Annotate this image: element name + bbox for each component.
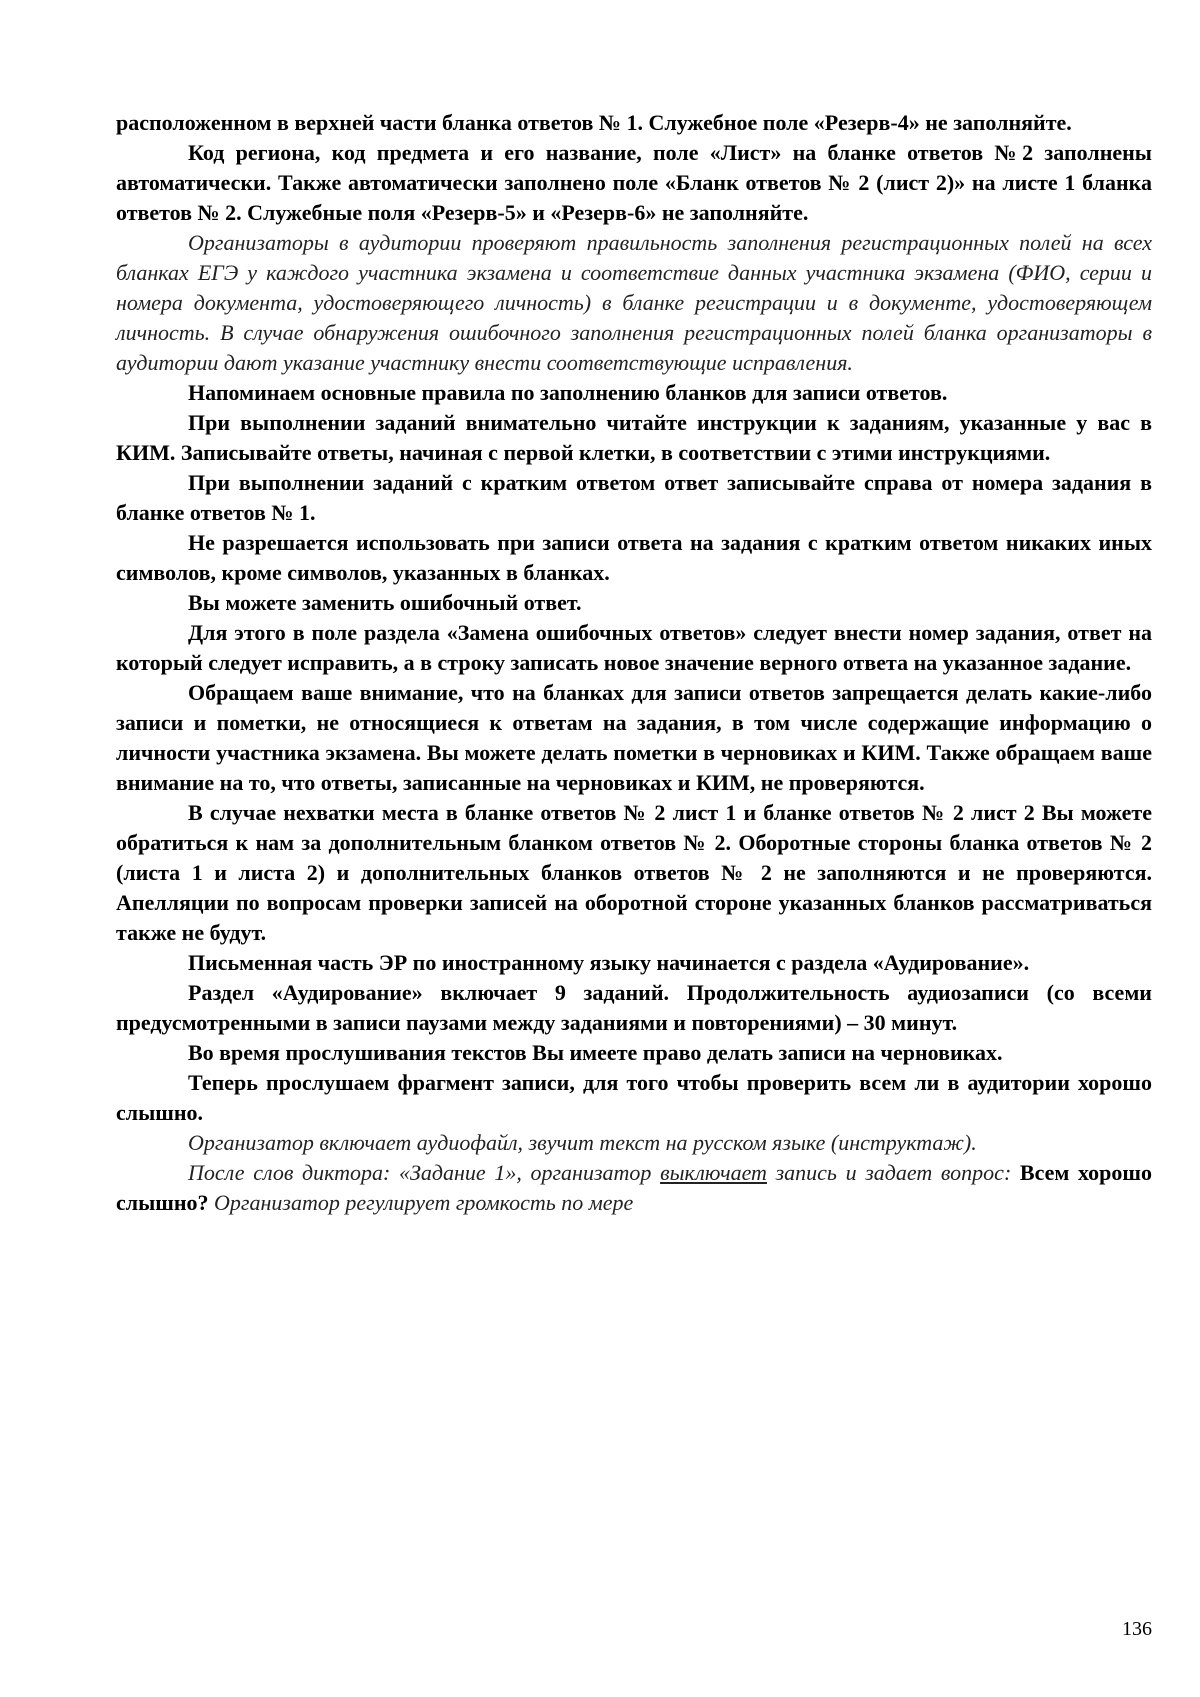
paragraph-6: При выполнении заданий с кратким ответом ответ записывайте справа от номера задания в бланке ответов № 1. xyxy=(116,470,1152,525)
page-number: 136 xyxy=(1122,1618,1152,1640)
paragraph-15: Теперь прослушаем фрагмент записи, для того чтобы проверить всем ли в аудитории хорошо слышно. xyxy=(116,1070,1152,1125)
paragraph-10: Обращаем ваше внимание, что на бланках для записи ответов запрещается делать какие-либо записи и пометки, не относящиеся к ответам на задания, в том числе содержащие информацию о личности участника экзамена. Вы можете делать пометки в черновиках и КИМ. Также обращаем ваше внимание на то, что ответы, записанные на черновиках и КИМ, не проверяются. xyxy=(116,680,1152,795)
paragraph-11: В случае нехватки места в бланке ответов № 2 лист 1 и бланке ответов № 2 лист 2 Вы можете обратиться к нам за дополнительным бланком ответов № 2. Оборотные стороны бланка ответов № 2 (листа 1 и листа 2) и дополнительных бланков ответов № 2 не заполняются и не проверяются. Апелляции по вопросам проверки записей на оборотной стороне указанных бланков рассматриваться также не будут. xyxy=(116,800,1152,945)
paragraph-13: Раздел «Аудирование» включает 9 заданий. Продолжительность аудиозаписи (со всеми предусмотренными в записи паузами между заданиями и повторениями) – 30 минут. xyxy=(116,980,1152,1035)
paragraph-1: расположенном в верхней части бланка ответов № 1. Служебное поле «Резерв-4» не заполняйте. xyxy=(116,110,1072,135)
paragraph-12: Письменная часть ЭР по иностранному языку начинается с раздела «Аудирование». xyxy=(188,950,1030,975)
paragraph-8: Вы можете заменить ошибочный ответ. xyxy=(188,590,582,615)
document-body xyxy=(116,108,1152,1218)
p17-underlined-word: выключает xyxy=(660,1160,767,1185)
paragraph-16-note: Организатор включает аудиофайл, звучит текст на русском языке (инструктаж). xyxy=(188,1130,977,1155)
paragraph-3-note: Организаторы в аудитории проверяют правильность заполнения регистрационных полей на всех бланках ЕГЭ у каждого участника экзамена и соответствие данных участника экзамена (ФИО, серии и номера документа, удостоверяющего личность) в бланке регистрации и в документе, удостоверяющем личность. В случае обнаружения ошибочного заполнения регистрационных полей бланка организаторы в аудитории дают указание участнику внести соответствующие исправления. xyxy=(116,230,1152,375)
p17-part-d: Организатор регулирует громкость по мере xyxy=(208,1190,634,1215)
paragraph-5: При выполнении заданий внимательно читайте инструкции к заданиям, указанные у вас в КИМ. Записывайте ответы, начиная с первой клетки, в соответствии с этими инструкциями. xyxy=(116,410,1152,465)
paragraph-2: Код региона, код предмета и его название, поле «Лист» на бланке ответов №2 заполнены автоматически. Также автоматически заполнено поле «Бланк ответов № 2 (лист 2)» на листе 1 бланка ответов № 2. Служебные поля «Резерв-5» и «Резерв-6» не заполняйте. xyxy=(116,140,1152,225)
p17-part-b: запись и задает вопрос: xyxy=(766,1160,1020,1185)
p17-question: Всем хорошо слышно? xyxy=(116,1160,1152,1215)
paragraph-4: Напоминаем основные правила по заполнению бланков для записи ответов. xyxy=(188,380,948,405)
paragraph-9: Для этого в поле раздела «Замена ошибочных ответов» следует внести номер задания, ответ на который следует исправить, а в строку записать новое значение верного ответа на указанное задание. xyxy=(116,620,1152,675)
paragraph-7: Не разрешается использовать при записи ответа на задания с кратким ответом никаких иных символов, кроме символов, указанных в бланках. xyxy=(116,530,1152,585)
p17-part-a: После слов диктора: «Задание 1», организатор xyxy=(188,1160,661,1185)
paragraph-14: Во время прослушивания текстов Вы имеете право делать записи на черновиках. xyxy=(188,1040,1003,1065)
paragraph-17-note xyxy=(116,1158,1152,1218)
